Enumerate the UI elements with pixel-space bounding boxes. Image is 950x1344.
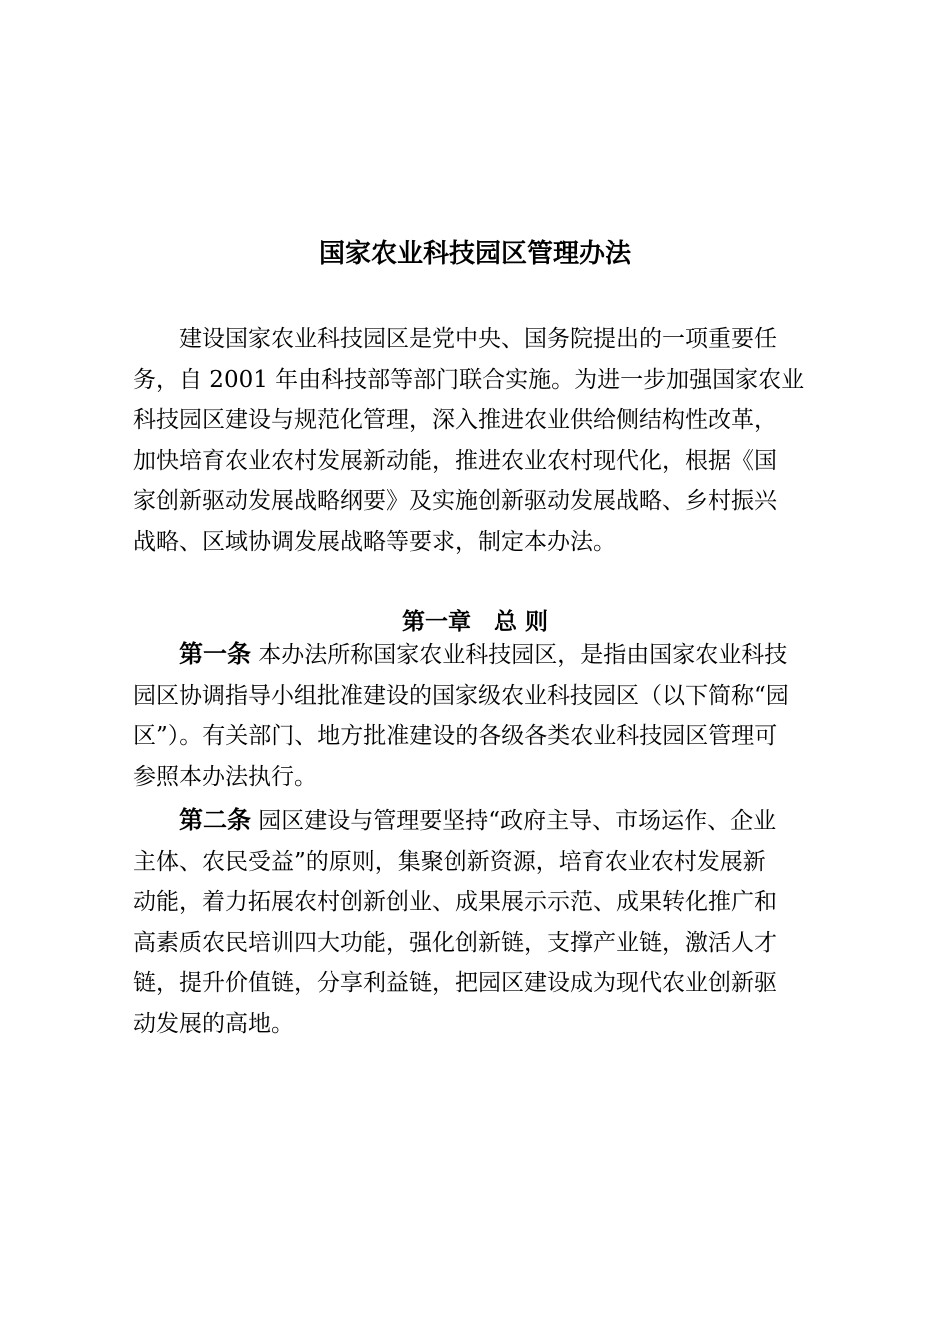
chapter-heading: 第一章 总 则	[401, 609, 548, 635]
article-2-line: 动能，着力拓展农村创新创业、成果展示示范、成果转化推广和	[133, 889, 777, 915]
article-2-line: 链，提升价值链，分享利益链，把园区建设成为现代农业创新驱	[133, 970, 777, 996]
article-1-line: 区”）。有关部门、地方批准建设的各级各类农业科技园区管理可	[133, 723, 778, 749]
article-1-text: 本办法所称国家农业科技园区，是指由国家农业科技	[251, 642, 788, 668]
article-1-label: 第一条	[179, 640, 251, 668]
article-1	[133, 634, 829, 797]
preamble-line: 战略、区域协调发展战略等要求，制定本办法。	[133, 528, 616, 555]
preamble-paragraph	[133, 319, 829, 562]
document-title: 国家农业科技园区管理办法	[318, 239, 631, 269]
article-2-label: 第二条	[179, 806, 251, 834]
preamble-line: 建设国家农业科技园区是党中央、国务院提出的一项重要任	[179, 326, 777, 352]
article-1-first-line	[133, 634, 829, 676]
article-2-line: 动发展的高地。	[133, 1010, 294, 1037]
preamble-line: 科技园区建设与规范化管理，深入推进农业供给侧结构性改革，	[133, 407, 777, 433]
article-1-line: 园区协调指导小组批准建设的国家级农业科技园区（以下简称“园	[133, 682, 789, 709]
article-2-line: 高素质农民培训四大功能，强化创新链，支撑产业链，激活人才	[133, 929, 777, 956]
article-1-line: 参照本办法执行。	[133, 763, 317, 790]
preamble-line: 务，自 2001 年由科技部等部门联合实施。为进一步加强国家农业	[133, 366, 805, 393]
article-2-first-line	[133, 800, 829, 842]
article-2-text: 园区建设与管理要坚持“政府主导、市场运作、企业	[251, 808, 777, 834]
article-2-line: 主体、农民受益”的原则，集聚创新资源，培育农业农村发展新	[133, 848, 766, 875]
article-2	[133, 800, 829, 1044]
preamble-line: 加快培育农业农村发展新动能，推进农业农村现代化，根据《国	[133, 447, 777, 474]
preamble-line: 家创新驱动发展战略纲要》及实施创新驱动发展战略、乡村振兴	[133, 488, 777, 514]
